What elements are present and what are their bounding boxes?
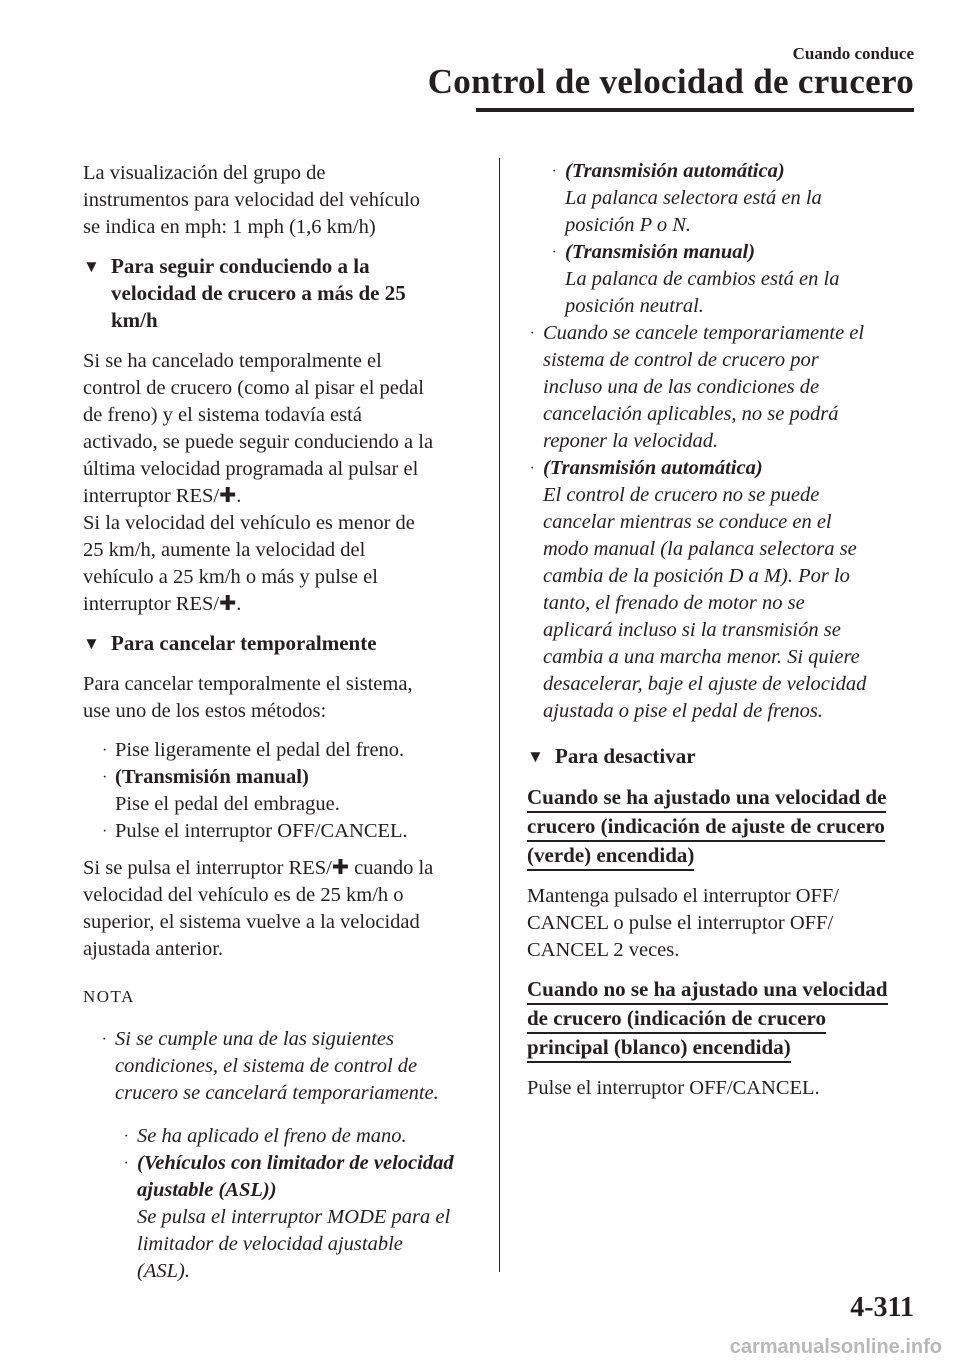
- text-line: Si se ha cancelado temporalmente el: [83, 350, 382, 372]
- bullet-dot-icon: ·: [102, 769, 108, 786]
- cancel-paragraph-2: [83, 855, 478, 963]
- text-line: (Vehículos con limitador de velocidad: [137, 1152, 454, 1174]
- text-line: interruptor RES/✚.: [83, 485, 242, 507]
- text-line: (Transmisión automática): [543, 457, 763, 479]
- text-line: sistema de control de crucero por: [543, 349, 819, 371]
- heading-line: Para seguir conduciendo a la: [111, 254, 370, 278]
- cancel-paragraph-1: [83, 671, 478, 725]
- text-line: reponer la velocidad.: [543, 430, 719, 452]
- text-line: Para cancelar temporalmente el sistema,: [83, 673, 413, 695]
- text-line: instrumentos para velocidad del vehículo: [83, 189, 421, 211]
- list-item: [99, 818, 478, 845]
- text-line: desacelerar, baje el ajuste de velocidad: [543, 673, 867, 695]
- header-section-label: Cuando conduce: [792, 44, 914, 63]
- section-heading-deactivate: [527, 743, 917, 770]
- header-title: Control de velocidad de crucero: [427, 62, 914, 101]
- left-column: [83, 160, 478, 1285]
- text-line: La visualización del grupo de: [83, 162, 326, 184]
- list-item: [99, 737, 478, 764]
- nota-list: [99, 1026, 478, 1285]
- heading-line: Cuando no se ha ajustado una velocidad: [527, 976, 888, 1005]
- text-line: modo manual (la palanca selectora se: [543, 538, 857, 560]
- text-line: El control de crucero no se puede: [543, 484, 820, 506]
- text-line: Si la velocidad del vehículo es menor de: [83, 512, 415, 534]
- text-line: limitador de velocidad ajustable: [137, 1233, 403, 1255]
- text-line: Si se pulsa el interruptor RES/✚ cuando la: [83, 857, 434, 879]
- bullet-dot-icon: ·: [552, 244, 556, 261]
- heading-line: velocidad de crucero a más de 25: [111, 281, 406, 305]
- bullet-dot-icon: ·: [530, 325, 534, 342]
- bullet-dot-icon: ·: [124, 1128, 128, 1145]
- text-line: Pulse el interruptor OFF/CANCEL.: [115, 820, 408, 842]
- text-line: cambia a una marcha menor. Si quiere: [543, 646, 860, 668]
- heading-line: km/h: [111, 308, 158, 332]
- deactivate-paragraph-2: Pulse el interruptor OFF/CANCEL.: [527, 1077, 820, 1099]
- text-line: use uno de los estos métodos:: [83, 700, 327, 722]
- text-line: (ASL).: [137, 1260, 190, 1282]
- text-line: posición neutral.: [565, 295, 704, 317]
- text-line: CANCEL o pulse el interruptor OFF/: [527, 912, 834, 934]
- section-heading-continue: [83, 253, 478, 334]
- text-line: (Transmisión manual): [115, 766, 309, 788]
- text-line: velocidad del vehículo es de 25 km/h o: [83, 884, 404, 906]
- nota-label: NOTA: [83, 987, 135, 1006]
- heading-line: de crucero (indicación de crucero: [527, 1005, 826, 1034]
- text-line: Si se cumple una de las siguientes: [115, 1028, 394, 1050]
- column-divider: [499, 158, 500, 1272]
- text-line: cambia de la posición D a M). Por lo: [543, 565, 850, 587]
- text-line: posición P o N.: [565, 214, 692, 236]
- text-line: cancelar mientras se conduce en el: [543, 511, 832, 533]
- text-line: ajustada o pise el pedal de frenos.: [543, 700, 823, 722]
- text-line: (Transmisión automática): [565, 160, 785, 182]
- bullet-dot-icon: ·: [530, 460, 534, 477]
- down-triangle-icon: ▼: [527, 747, 544, 766]
- text-line: ajustable (ASL)): [137, 1179, 277, 1201]
- text-line: CANCEL 2 veces.: [527, 939, 680, 961]
- subheading-speed-not-set: [527, 976, 917, 1063]
- text-line: 25 km/h, aumente la velocidad del: [83, 539, 366, 561]
- text-line: Pise el pedal del embrague.: [115, 793, 340, 815]
- down-triangle-icon: ▼: [83, 634, 100, 653]
- text-line: activado, se puede seguir conduciendo a la: [83, 431, 434, 453]
- text-line: ajustada anterior.: [83, 938, 224, 960]
- list-item: [121, 1150, 478, 1285]
- text-line: (Transmisión manual): [565, 241, 756, 263]
- deactivate-paragraph-1: [527, 883, 917, 964]
- subheading-speed-set: [527, 784, 917, 871]
- text-line: se indica en mph: 1 mph (1,6 km/h): [83, 216, 376, 238]
- text-line: La palanca selectora está en la: [565, 187, 822, 209]
- page-number: 4-311: [850, 1292, 914, 1323]
- condition-list: [121, 1123, 478, 1285]
- heading-line: principal (blanco) encendida): [527, 1034, 791, 1063]
- text-line: vehículo a 25 km/h o más y pulse el: [83, 566, 378, 588]
- section-heading-cancel: [83, 630, 478, 657]
- list-item: [527, 455, 917, 725]
- nota-list-continued: [527, 320, 917, 725]
- heading-line: (verde) encendida): [527, 842, 694, 871]
- list-item: [99, 764, 478, 818]
- list-item: [527, 320, 917, 455]
- list-item: [549, 158, 917, 239]
- header-rule: [476, 108, 914, 112]
- text-line: condiciones, el sistema de control de: [115, 1055, 418, 1077]
- list-item: [121, 1123, 478, 1150]
- continue-paragraph-1: [83, 348, 478, 510]
- down-triangle-icon: ▼: [83, 257, 100, 276]
- list-item: [549, 239, 917, 320]
- bullet-dot-icon: ·: [124, 1155, 128, 1172]
- text-line: superior, el sistema vuelve a la velocidad: [83, 911, 420, 933]
- right-column: [527, 158, 917, 1114]
- bullet-dot-icon: ·: [102, 1031, 106, 1048]
- text-line: crucero se cancelará temporariamente.: [115, 1082, 439, 1104]
- cancel-method-list: [99, 737, 478, 845]
- heading-line: Cuando se ha ajustado una velocidad de: [527, 784, 886, 813]
- text-line: Cuando se cancele temporariamente el: [543, 322, 865, 344]
- footer-watermark[interactable]: carmanualsonline.info: [729, 1336, 942, 1358]
- text-line: La palanca de cambios está en la: [565, 268, 840, 290]
- text-line: Se ha aplicado el freno de mano.: [137, 1125, 407, 1147]
- continue-paragraph-2: [83, 510, 478, 618]
- condition-list-continued: [549, 158, 917, 320]
- heading-line: crucero (indicación de ajuste de crucero: [527, 813, 885, 842]
- bullet-dot-icon: ·: [102, 823, 108, 840]
- text-line: control de crucero (como al pisar el pedal: [83, 377, 424, 399]
- text-line: aplicará incluso si la transmisión se: [543, 619, 841, 641]
- text-line: tanto, el frenado de motor no se: [543, 592, 805, 614]
- text-line: Mantenga pulsado el interruptor OFF/: [527, 885, 840, 907]
- bullet-dot-icon: ·: [102, 742, 108, 759]
- text-line: cancelación aplicables, no se podrá: [543, 403, 839, 425]
- list-item: [99, 1026, 478, 1107]
- heading-line: Para cancelar temporalmente: [111, 631, 377, 655]
- intro-paragraph: [83, 160, 478, 241]
- text-line: Se pulsa el interruptor MODE para el: [137, 1206, 451, 1228]
- heading-line: Para desactivar: [555, 744, 696, 768]
- text-line: incluso una de las condiciones de: [543, 376, 820, 398]
- text-line: interruptor RES/✚.: [83, 593, 242, 615]
- text-line: última velocidad programada al pulsar el: [83, 458, 419, 480]
- text-line: de freno) y el sistema todavía está: [83, 404, 362, 426]
- text-line: Pise ligeramente el pedal del freno.: [115, 739, 405, 761]
- bullet-dot-icon: ·: [552, 163, 556, 180]
